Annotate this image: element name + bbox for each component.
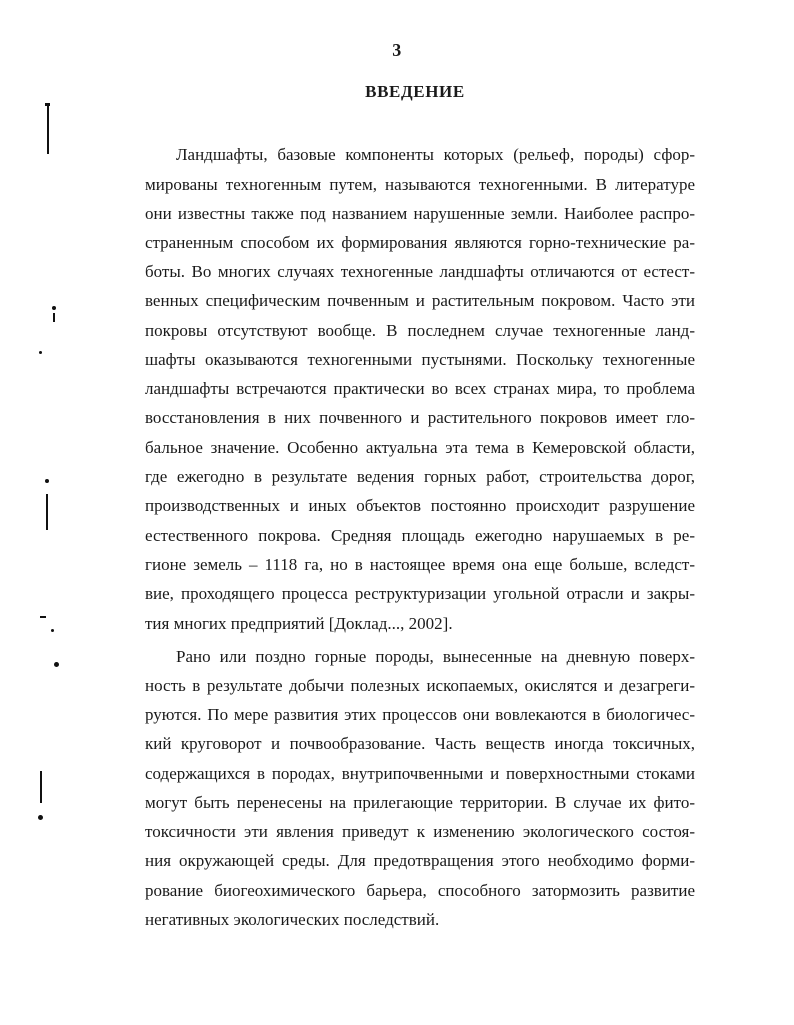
paragraph-line: мированы техногенным путем, называются техногенными. В литературе <box>145 175 695 194</box>
scan-mark <box>47 106 49 154</box>
paragraph-line: могут быть перенесены на прилегающие территории. В случае их фито- <box>145 793 695 812</box>
scan-mark <box>54 662 59 667</box>
paragraph-line: содержащихся в породах, внутрипочвенными и поверхностными стоками <box>145 764 695 783</box>
section-heading: ВВЕДЕНИЕ <box>365 82 465 101</box>
paragraph-line: где ежегодно в результате ведения горных работ, строительства дорог, <box>145 467 695 486</box>
paragraph-line: страненным способом их формирования являются горно-технические ра- <box>145 233 695 252</box>
paragraph-line: они известны также под названием нарушенные земли. Наиболее распро- <box>145 204 695 223</box>
scan-mark <box>39 351 42 354</box>
paragraph-line: покровы отсутствуют вообще. В последнем случае техногенные ланд- <box>145 321 695 340</box>
scan-mark <box>45 103 50 106</box>
paragraph-line: шафты оказываются техногенными пустынями. Поскольку техногенные <box>145 350 695 369</box>
paragraph-line: бальное значение. Особенно актуальна эта тема в Кемеровской области, <box>145 438 695 457</box>
paragraph-line: рование биогеохимического барьера, способного затормозить развитие <box>145 881 695 900</box>
paragraph-line: ния окружающей среды. Для предотвращения этого необходимо форми- <box>145 851 695 870</box>
paragraph-line: тия многих предприятий [Доклад..., 2002]. <box>145 614 453 633</box>
paragraph-line: венных специфическим почвенным и растительным покровом. Часто эти <box>145 291 695 310</box>
page-number: 3 <box>392 40 402 60</box>
scan-mark <box>51 629 54 632</box>
paragraph-line: восстановления в них почвенного и растительного покровов имеет гло- <box>145 408 695 427</box>
paragraph-line: боты. Во многих случаях техногенные ландшафты отличаются от естест- <box>145 262 695 281</box>
paragraph-line: руются. По мере развития этих процессов они вовлекаются в биологичес- <box>145 705 695 724</box>
paragraph-line: токсичности эти явления приведут к изменению экологического состоя- <box>145 822 695 841</box>
paragraph-line: Ландшафты, базовые компоненты которых (рельеф, породы) сфор- <box>176 145 695 164</box>
paragraph-line: естественного покрова. Средняя площадь ежегодно нарушаемых в ре- <box>145 526 695 545</box>
paragraph-line: негативных экологических последствий. <box>145 910 440 929</box>
scan-mark <box>40 616 46 618</box>
paragraph-line: кий круговорот и почвообразование. Часть веществ иногда токсичных, <box>145 734 695 753</box>
scan-mark <box>52 306 56 310</box>
scan-mark <box>40 771 42 803</box>
scan-mark <box>38 815 43 820</box>
paragraph-line: ландшафты встречаются практически во всех странах мира, то проблема <box>145 379 695 398</box>
scan-mark <box>53 313 55 322</box>
paragraph-line: Рано или поздно горные породы, вынесенные на дневную поверх- <box>176 647 695 666</box>
paragraph-line: производственных и иных объектов постоянно происходит разрушение <box>145 496 695 515</box>
paragraph-line: вие, проходящего процесса реструктуризации угольной отрасли и закры- <box>145 584 695 603</box>
paragraph-line: ность в результате добычи полезных ископаемых, окислятся и дезагреги- <box>145 676 695 695</box>
paragraph-line: гионе земель – 1118 га, но в настоящее время она еще больше, вследст- <box>145 555 695 574</box>
scan-mark <box>45 479 49 483</box>
scan-mark <box>46 494 48 530</box>
